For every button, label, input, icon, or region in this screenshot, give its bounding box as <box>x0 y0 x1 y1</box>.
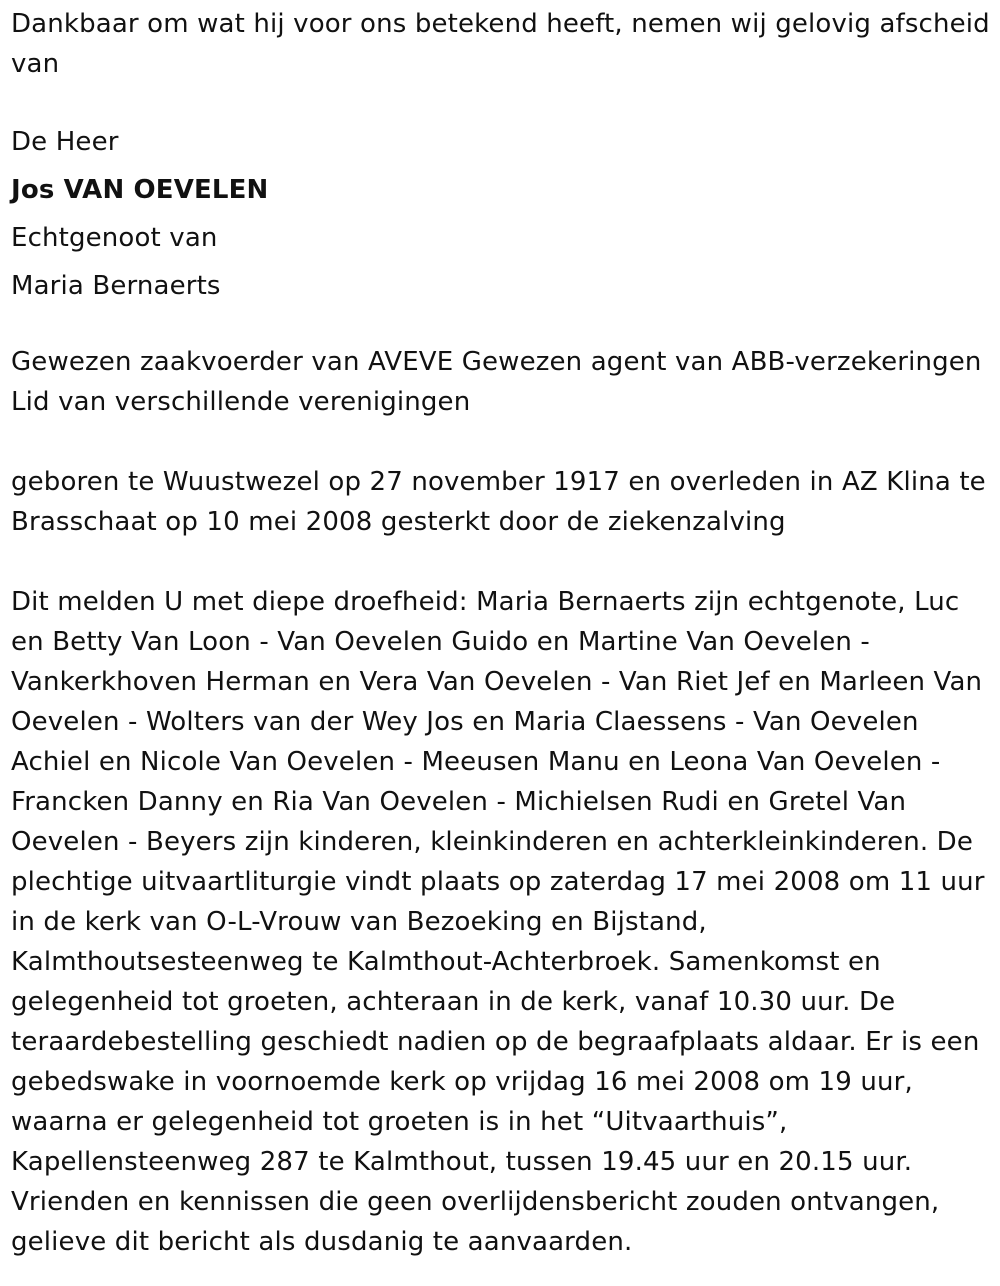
announcement-paragraph: Dit melden U met diepe droefheid: Maria Bernaerts zijn echtgenote, Luc en Betty Van Loon - Van Oevelen Guido en Martine Van Oevelen - Vankerkhoven Herman en Vera Van Oevelen - Van Riet Jef en Marleen Van Oevelen - Wolters van der Wey Jos en Maria Claessens - Van Oevelen Achiel en Nicole Van Oevelen - Meeusen Manu en Leona Van Oevelen - Francken Danny en Ria Van Oevelen - Michielsen Rudi en Gretel Van Oevelen - Beyers zijn kinderen, kleinkinderen en achterkleinkinderen. De plechtige uitvaartliturgie vindt plaats op zaterdag 17 mei 2008 om 11 uur in de kerk van O-L-Vrouw van Bezoeking en Bijstand, Kalmthoutsesteenweg te Kalmthout-Achterbroek. Samenkomst en gelegenheid tot groeten, achteraan in de kerk, vanaf 10.30 uur. De teraardebestelling geschiedt nadien op de begraafplaats aldaar. Er is een gebedswake in voornoemde kerk op vrijdag 16 mei 2008 om 19 uur, waarna er gelegenheid tot groeten is in het “Uitvaarthuis”, Kapellensteenweg 287 te Kalmthout, tussen 19.45 uur en 20.15 uur. Vrienden en kennissen die geen overlijdensbericht zouden ontvangen, gelieve dit bericht als dusdanig te aanvaarden. <box>11 587 985 1257</box>
intro-paragraph: Dankbaar om wat hij voor ons betekend heeft, nemen wij gelovig afscheid van <box>11 9 990 79</box>
spouse-label: Echtgenoot van <box>11 223 218 253</box>
honorific: De Heer <box>11 127 119 157</box>
birth-death-paragraph: geboren te Wuustwezel op 27 november 1917 en overleden in AZ Klina te Brasschaat op 10 mei 2008 gesterkt door de ziekenzalving <box>11 467 986 537</box>
deceased-name: Jos VAN OEVELEN <box>11 175 269 205</box>
deceased-block <box>11 118 1000 310</box>
occupation-paragraph: Gewezen zaakvoerder van AVEVE Gewezen agent van ABB-verzekeringen Lid van verschillende verenigingen <box>11 347 982 417</box>
occupation-block <box>11 342 1000 422</box>
spacer <box>11 542 1000 582</box>
spouse-name: Maria Bernaerts <box>11 271 221 301</box>
spacer <box>11 422 1000 462</box>
